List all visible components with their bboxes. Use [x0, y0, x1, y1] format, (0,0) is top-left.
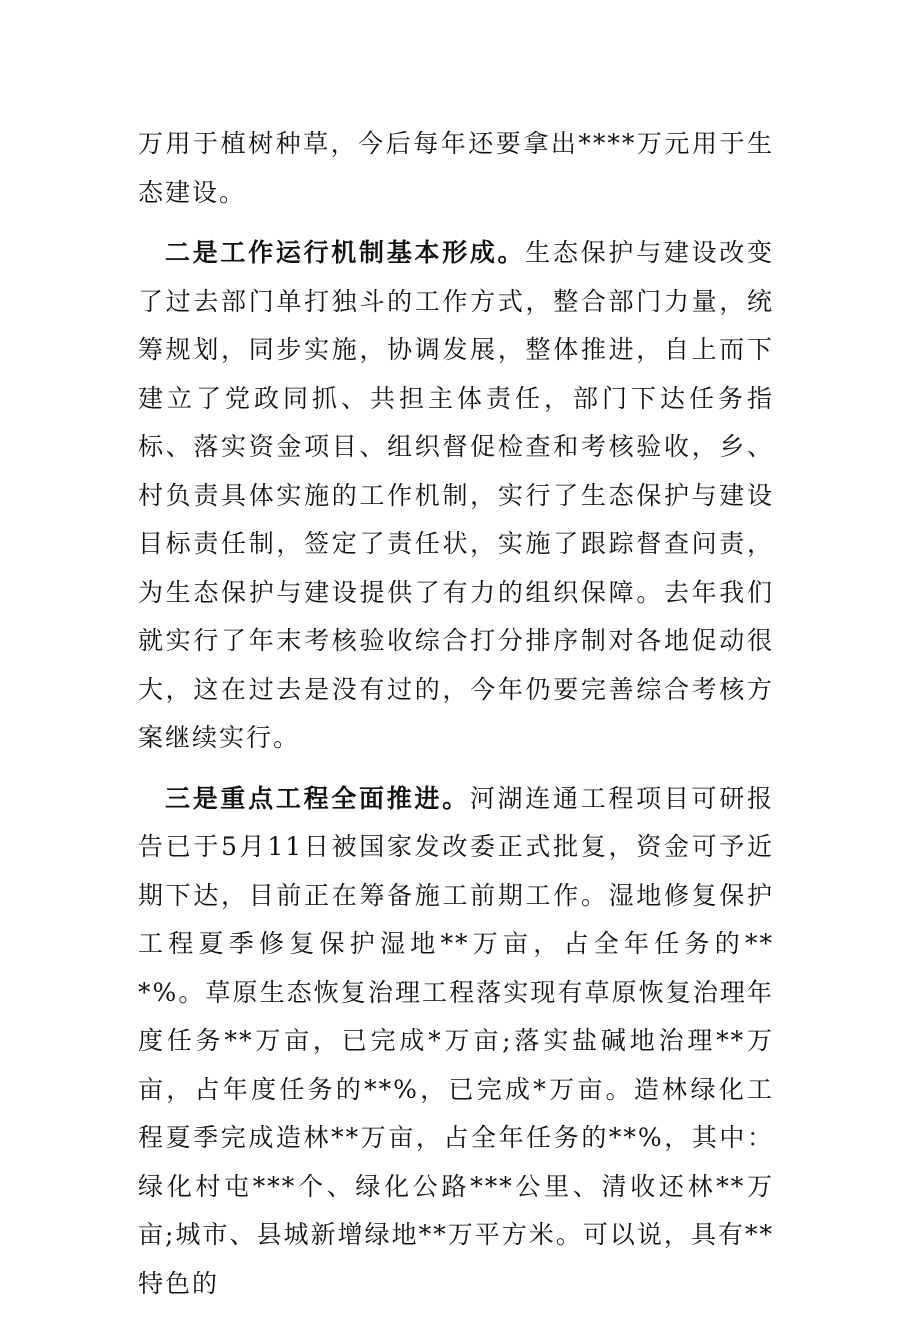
paragraph-lead-heading: 二是工作运行机制基本形成。 — [165, 238, 526, 267]
paragraph-key-projects — [138, 775, 774, 1309]
paragraph-text: 生态保护与建设改变了过去部门单打独斗的工作方式，整合部门力量，统筹规划，同步实施，协调发展，整体推进，自上而下建立了党政同抓、共担主体责任，部门下达任务指标、落实资金项目、组织督促检查和考核验收，乡、村负责具体实施的工作机制，实行了生态保护与建设目标责任制，签定了责任状，实施了跟踪督查问责，为生态保护与建设提供了有力的组织保障。去年我们就实行了年末考核验收综合打分排序制对各地促动很大，这在过去是没有过的，今年仍要完善综合考核方案继续实行。 — [138, 238, 774, 752]
document-body — [138, 120, 774, 1320]
paragraph-text: 万用于植树种草，今后每年还要拿出****万元用于生态建设。 — [138, 129, 774, 207]
paragraph-work-mechanism — [138, 229, 774, 763]
paragraph-lead-heading: 三是重点工程全面推进。 — [165, 783, 470, 813]
paragraph-continuation — [138, 120, 774, 217]
paragraph-text: 河湖连通工程项目可研报告已于5月11日被国家发改委正式批复，资金可予近期下达，目前正在筹备施工前期工作。湿地修复保护工程夏季修复保护湿地**万亩，占全年任务的***%。草原生态恢复治理工程落实现有草原恢复治理年度任务**万亩，已完成*万亩;落实盐碱地治理**万亩，占年度任务的**%，已完成*万亩。造林绿化工程夏季完成造林**万亩，占全年任务的**%，其中：绿化村屯***个、绿化公路***公里、清收还林**万亩;城市、县城新增绿地**万平方米。可以说，具有**特色的 — [138, 783, 774, 1298]
